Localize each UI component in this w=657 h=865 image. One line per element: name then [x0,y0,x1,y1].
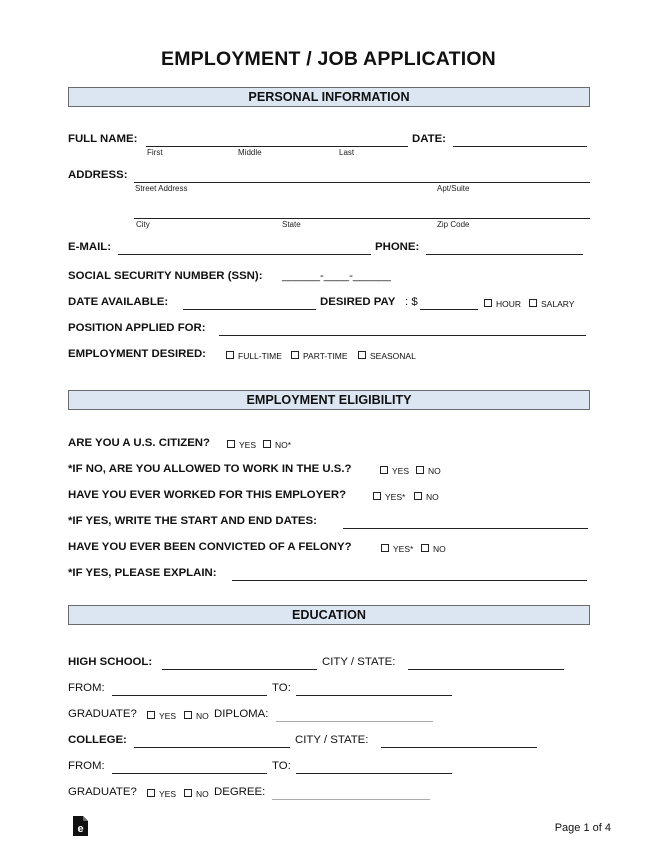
college-graduate-yes-checkbox[interactable] [147,789,155,797]
email-label: E-MAIL: [68,241,112,253]
allowed-yes-checkbox[interactable] [380,466,388,474]
citizen-yes-label: YES [239,440,257,450]
hs-to-field[interactable] [296,695,452,696]
document-title: EMPLOYMENT / JOB APPLICATION [161,48,496,70]
salary-checkbox[interactable] [529,299,537,307]
part-time-label: PART-TIME [303,351,348,361]
college-city-state-label: CITY / STATE: [295,734,369,746]
felony-yes-checkbox[interactable] [381,544,389,552]
position-label: POSITION APPLIED FOR: [68,322,206,334]
full-name-label: FULL NAME: [68,133,138,145]
worked-before-question: HAVE YOU EVER WORKED FOR THIS EMPLOYER? [68,489,347,501]
college-to-field[interactable] [296,773,452,774]
college-graduate-no-label: NO [196,789,209,799]
allowed-no-checkbox[interactable] [416,466,424,474]
hs-graduate-label: GRADUATE? [68,708,137,720]
employment-desired-label: EMPLOYMENT DESIRED: [68,348,206,360]
page-number: Page 1 of 4 [554,822,611,834]
college-label: COLLEGE: [68,734,127,746]
citizen-yes-checkbox[interactable] [227,440,235,448]
eforms-logo-icon [72,816,88,836]
hs-graduate-no-checkbox[interactable] [184,711,192,719]
apt-sublabel: Apt/Suite [437,184,470,193]
ssn-field[interactable]: ______-____-______ [282,270,391,282]
state-sublabel: State [282,220,301,229]
hs-graduate-yes-checkbox[interactable] [147,711,155,719]
hour-checkbox[interactable] [484,299,492,307]
hs-city-state-field[interactable] [408,669,564,670]
allowed-no-label: NO [428,466,441,476]
street-sublabel: Street Address [135,184,188,193]
seasonal-label: SEASONAL [370,351,416,361]
city-state-zip-field[interactable] [134,218,590,219]
address-label: ADDRESS: [68,169,128,181]
desired-pay-colon: : $ [405,296,418,308]
ssn-label: SOCIAL SECURITY NUMBER (SSN): [68,270,263,282]
zip-sublabel: Zip Code [437,220,470,229]
college-graduate-no-checkbox[interactable] [184,789,192,797]
city-sublabel: City [136,220,150,229]
hs-from-field[interactable] [112,695,267,696]
first-sublabel: First [147,148,163,157]
email-field[interactable] [118,254,371,255]
seasonal-checkbox[interactable] [358,351,366,359]
position-field[interactable] [219,335,586,336]
section-header-eligibility: EMPLOYMENT ELIGIBILITY [68,390,590,410]
diploma-field[interactable] [276,721,433,722]
full-time-label: FULL-TIME [238,351,282,361]
felony-yes-label: YES* [393,544,414,554]
full-name-field[interactable] [146,146,408,147]
street-address-field[interactable] [134,182,590,183]
middle-sublabel: Middle [238,148,262,157]
felony-question: HAVE YOU EVER BEEN CONVICTED OF A FELONY? [68,541,352,553]
college-graduate-label: GRADUATE? [68,786,137,798]
hour-label: HOUR [496,299,522,309]
citizen-no-label: NO* [275,440,292,450]
start-end-dates-label: *IF YES, WRITE THE START AND END DATES: [68,515,317,527]
college-from-field[interactable] [112,773,267,774]
date-available-field[interactable] [183,309,316,310]
hs-graduate-no-label: NO [196,711,209,721]
section-header-education: EDUCATION [68,605,590,625]
desired-pay-label: DESIRED PAY [320,296,396,308]
high-school-label: HIGH SCHOOL: [68,656,153,668]
section-header-personal: PERSONAL INFORMATION [68,87,590,107]
degree-field[interactable] [272,799,430,800]
explain-field[interactable] [232,580,587,581]
phone-label: PHONE: [375,241,420,253]
diploma-label: DIPLOMA: [214,708,269,720]
phone-field[interactable] [426,254,583,255]
worked-yes-checkbox[interactable] [373,492,381,500]
last-sublabel: Last [339,148,355,157]
high-school-field[interactable] [162,669,317,670]
degree-label: DEGREE: [214,786,266,798]
hs-to-label: TO: [272,682,291,694]
date-available-label: DATE AVAILABLE: [68,296,169,308]
date-label: DATE: [412,133,446,145]
salary-label: SALARY [541,299,575,309]
explain-label: *IF YES, PLEASE EXPLAIN: [68,567,217,579]
hs-city-state-label: CITY / STATE: [322,656,396,668]
college-from-label: FROM: [68,760,105,772]
college-field[interactable] [134,747,290,748]
hs-graduate-yes-label: YES [159,711,177,721]
worked-yes-label: YES* [385,492,406,502]
date-field[interactable] [453,146,587,147]
full-time-checkbox[interactable] [226,351,234,359]
felony-no-label: NO [433,544,446,554]
college-graduate-yes-label: YES [159,789,177,799]
college-city-state-field[interactable] [381,747,537,748]
felony-no-checkbox[interactable] [421,544,429,552]
hs-from-label: FROM: [68,682,105,694]
citizen-no-checkbox[interactable] [263,440,271,448]
svg-text:e: e [77,823,84,835]
desired-pay-field[interactable] [420,309,478,310]
worked-no-label: NO [426,492,439,502]
citizen-question: ARE YOU A U.S. CITIZEN? [68,437,210,449]
part-time-checkbox[interactable] [291,351,299,359]
college-to-label: TO: [272,760,291,772]
allowed-work-question: *IF NO, ARE YOU ALLOWED TO WORK IN THE U.S.? [68,463,352,475]
worked-no-checkbox[interactable] [414,492,422,500]
start-end-dates-field[interactable] [343,528,588,529]
allowed-yes-label: YES [392,466,410,476]
